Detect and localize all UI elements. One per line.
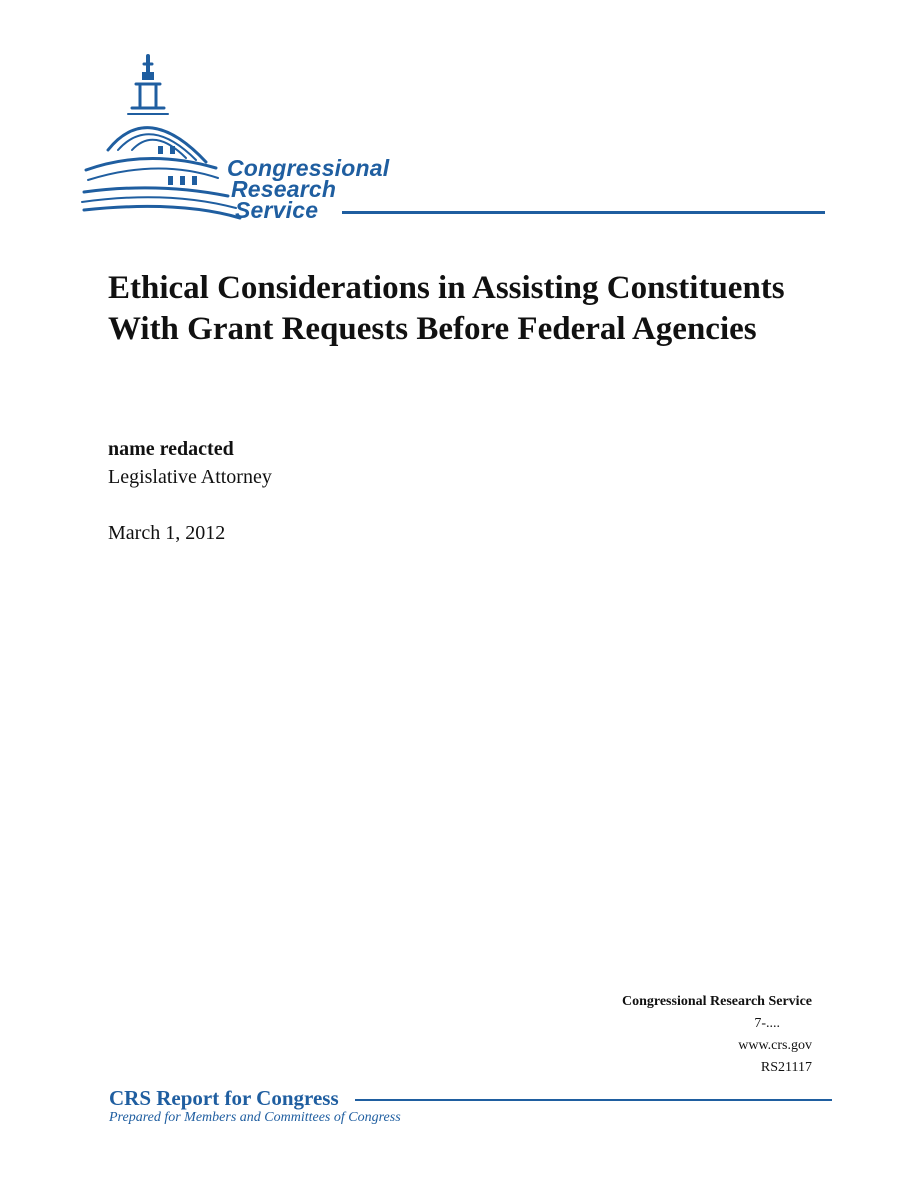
logo-line-research: Research [231, 176, 337, 202]
author-name: name redacted [108, 438, 234, 460]
report-date: March 1, 2012 [108, 522, 226, 544]
footer-rule [355, 1099, 832, 1101]
author-role: Legislative Attorney [108, 466, 272, 488]
report-title: Ethical Considerations in Assisting Constituents With Grant Requests Before Federal Agencies [108, 270, 785, 347]
footer-title: CRS Report for Congress [109, 1086, 339, 1110]
order-code: 7-.... [754, 1016, 780, 1031]
logo-line-service: Service [235, 197, 319, 223]
publisher-org: Congressional Research Service [621, 994, 812, 1009]
publisher-block [492, 991, 812, 1079]
website-link[interactable]: www.crs.gov [738, 1038, 812, 1053]
logo-line-congressional: Congressional [227, 155, 390, 181]
footer-subtitle: Prepared for Members and Committees of Congress [109, 1110, 401, 1125]
logo-rule [342, 211, 825, 214]
crs-logo [78, 50, 838, 230]
report-number: RS21117 [760, 1060, 812, 1075]
